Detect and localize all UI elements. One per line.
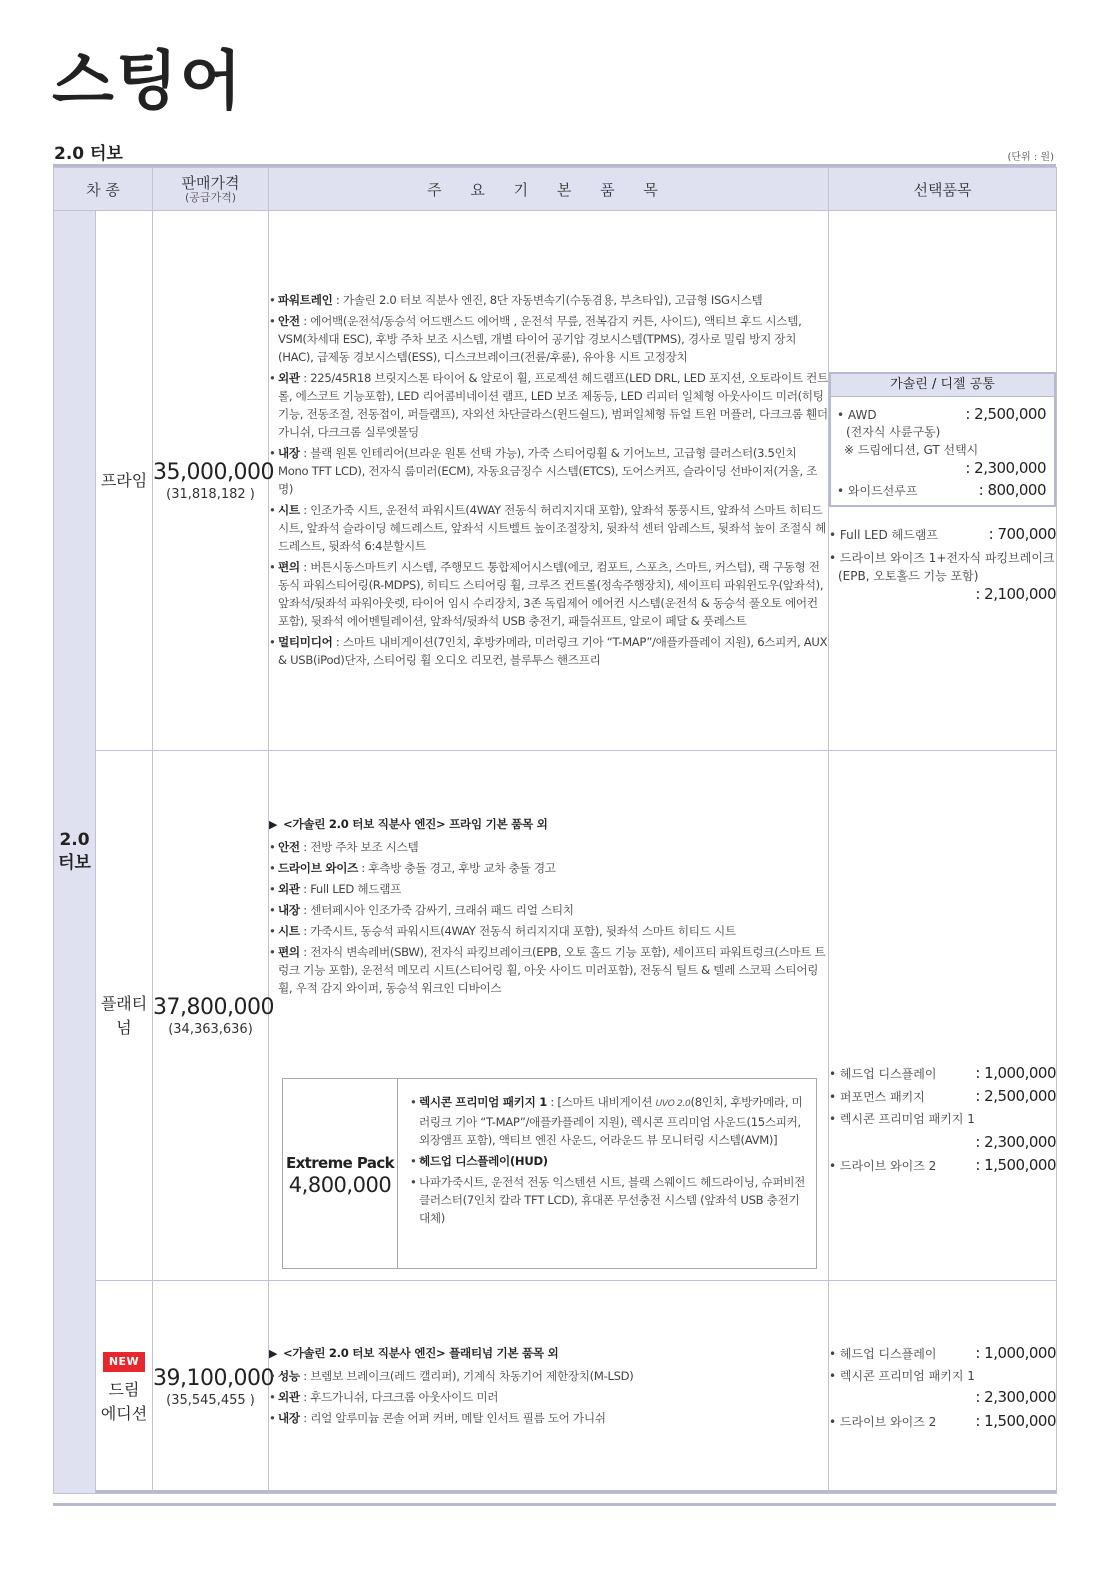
list-item: • 시트 : 인조가죽 시트, 운전석 파워시트(4WAY 전동식 허리지지대 포함), 앞좌석 통풍시트, 앞좌석 스마트 히티드 시트, 앞좌석 슬라이딩 헤드레스트, 앞좌석 시트벨트 높이조절장치, 뒷좌석 센터 암레스트, 뒷좌석 높이 조절식 헤드레스트, 뒷좌석 6:4분할시트 (269, 501, 828, 555)
table-row (54, 751, 1057, 1281)
list-item: • 외관 : Full LED 헤드램프 (269, 880, 828, 898)
list-item: • 내장 : 블랙 원톤 인테리어(브라운 원톤 선택 가능), 가죽 스티어링휠 & 기어노브, 고급형 클러스터(3.5인치 Mono TFT LCD), 전자식 룸미러(ECM), 자동요금징수 시스템(ETCS), 도어스커프, 슬라이딩 선바이저(거울, 조명) (269, 444, 828, 498)
trim-price: 39,100,000 (35,545,455 ) (153, 1281, 269, 1494)
options-cell: • 헤드업 디스플레이 : 1,000,000 • 렉시콘 프리미엄 패키지 1 : 2,300,000 • 드라이브 와이즈 2 : 1,500,000 (829, 1281, 1057, 1494)
features-cell (269, 211, 829, 751)
header-model: 차 종 (54, 168, 153, 211)
features-cell: ▶ <가솔린 2.0 터보 직분사 엔진> 플래티넘 기본 품목 외 • 성능 : 브렘보 브레이크(레드 캘리퍼), 기계식 차동기어 제한장치(M-LSD) • 외관 : 후드가니쉬, 다크크롬 아웃사이드 미러 • 내장 : 리얼 알루미늄 콘솔 어퍼 커버, 메탈 인서트 필름 도어 가니쉬 (269, 1281, 829, 1494)
list-item: • 드라이브 와이즈 : 후측방 충돌 경고, 후방 교차 충돌 경고 (269, 859, 828, 877)
page-title: 스팅어 (52, 45, 244, 119)
list-item: • 멀티미디어 : 스마트 내비게이션(7인치, 후방카메라, 미러링크 기아 “T-MAP”/애플카플레이 지원), 6스피커, AUX & USB(iPod)단자, 스티어링 휠 오디오 리모컨, 블루투스 핸즈프리 (269, 633, 828, 669)
table-row (54, 211, 1057, 751)
unit-note: (단위 : 원) (1007, 152, 1054, 163)
trim-price: 35,000,000 (31,818,182 ) (153, 211, 269, 751)
header-price: 판매가격 (공급가격) (153, 168, 269, 211)
trim-name: 플래티넘 (96, 751, 153, 1281)
options-cell: 가솔린 / 디젤 공통 • AWD : 2,500,000 (전자식 사륜구동) ※ 드림에디션, GT 선택시 : 2,300,000 • 와이드선루프 : 800,000 • Full LED 헤드램프 : 700,000 • 드라이브 와이즈 1+전자식 파킹브레이크 (EPB, 오토홀드 기능 포함) : 2,100,000 (829, 211, 1057, 751)
list-item: • 시트 : 가죽시트, 동승석 파워시트(4WAY 전동식 허리지지대 포함), 뒷좌석 스마트 히티드 시트 (269, 922, 828, 940)
header-options: 선택품목 (829, 168, 1057, 211)
table-row (54, 1281, 1057, 1494)
price-table (53, 167, 1057, 1494)
trim-name: 프라임 (96, 211, 153, 751)
list-item: • 나파가죽시트, 운전석 전동 익스텐션 시트, 블랙 스웨이드 헤드라이닝, 슈퍼비전 클러스터(7인치 칼라 TFT LCD), 휴대폰 무선충전 시스템 (앞좌석 USB 충전기 대체) (410, 1173, 808, 1227)
list-item: • 내장 : 센터페시아 인조가죽 감싸기, 크래쉬 패드 리얼 스티치 (269, 901, 828, 919)
list-item: • 성능 : 브렘보 브레이크(레드 캘리퍼), 기계식 차동기어 제한장치(M-LSD) (269, 1367, 828, 1385)
list-item: • 외관 : 225/45R18 브릿지스톤 타이어 & 알로이 휠, 프로젝션 헤드램프(LED DRL, LED 포지션, 오토라이트 컨트롤, 에스코트 기능포함), LED 리어콤비네이션 램프, LED 보조 제동등, LED 리피터 일체형 아웃사이드 미러(히팅기능, 전동조절, 전동접이, 퍼들램프), 자외선 차단글라스(윈드쉴드), 범퍼일체형 듀얼 트윈 머플러, 다크크롬 휀더가니쉬, 다크크롬 실루엣몰딩 (269, 369, 828, 441)
trim-name: NEW 드림 에디션 (96, 1281, 153, 1494)
new-badge: NEW (103, 1352, 145, 1373)
features-cell: ▶ <가솔린 2.0 터보 직분사 엔진> 프라임 기본 품목 외 • 안전 : 전방 주차 보조 시스템 • 드라이브 와이즈 : 후측방 충돌 경고, 후방 교차 충돌 경고 • 외관 : Full LED 헤드램프 • 내장 : 센터페시아 인조가죽 감싸기, 크래쉬 패드 리얼 스티치 • 시트 : 가죽시트, 동승석 파워시트(4WAY 전동식 허리지지대 포함), 뒷좌석 스마트 히티드 시트 • 편의 : 전자식 변속레버(SBW), 전자식 파킹브레이크(EPB, 오토 홀드 기능 포함), 세이프티 파워트렁크(스마트 트렁크 기능 포함), 운전석 메모리 시트(스티어링 휠, 아웃 사이드 미러포함), 전동식 틸트 & 텔레 스코픽 스티어링 휠, 우적 감지 와이퍼, 동승석 워크인 디바이스 Extreme Pack 4,800,000 • 렉시콘 프리미엄 패키지 1 : [스마트 내비게이션 UVO 2.0(8인치, 후방카메라, 미러링크 기아 “T-MAP”/애플카플레이 지원), 렉시콘 프리미엄 사운드(15스피커, 외장앰프 포함), 액티브 엔진 사운드, 어라운드 뷰 모니터링 시스템(AVM)] • 헤드업 디스플레이(HUD) • 나파가죽시트, 운전석 전동 익스텐션 시트, 블랙 스웨이드 헤드라이닝, 슈퍼비전 클러스터(7인치 칼라 TFT LCD), 휴대폰 무선충전 시스템 (앞좌석 USB 충전기 대체) (269, 751, 829, 1281)
list-item: • 내장 : 리얼 알루미늄 콘솔 어퍼 커버, 메탈 인서트 필름 도어 가니쉬 (269, 1409, 828, 1427)
list-item: • 렉시콘 프리미엄 패키지 1 : [스마트 내비게이션 UVO 2.0(8인치, 후방카메라, 미러링크 기아 “T-MAP”/애플카플레이 지원), 렉시콘 프리미엄 사운드(15스피커, 외장앰프 포함), 액티브 엔진 사운드, 어라운드 뷰 모니터링 시스템(AVM)] (410, 1093, 808, 1149)
list-item: • 파워트레인 : 가솔린 2.0 터보 직분사 엔진, 8단 자동변속기(수동겸용, 부츠타입), 고급형 ISG시스템 (269, 291, 828, 309)
options-cell: • 헤드업 디스플레이 : 1,000,000 • 퍼포먼스 패키지 : 2,500,000 • 렉시콘 프리미엄 패키지 1 : 2,300,000 • 드라이브 와이즈 2 : 1,500,000 (829, 751, 1057, 1281)
engine-group: 2.0 터보 (54, 211, 96, 1494)
list-item: • 안전 : 전방 주차 보조 시스템 (269, 838, 828, 856)
bottom-rule (53, 1503, 1056, 1506)
common-options-box: 가솔린 / 디젤 공통 • AWD : 2,500,000 (전자식 사륜구동) ※ 드림에디션, GT 선택시 : 2,300,000 • 와이드선루프 : 800,000 (829, 372, 1056, 507)
trim-price: 37,800,000 (34,363,636) (153, 751, 269, 1281)
uvo-logo: UVO 2.0 (655, 1099, 691, 1109)
list-item: • 헤드업 디스플레이(HUD) (410, 1152, 808, 1170)
list-item: • 편의 : 버튼시동스마트키 시스템, 주행모드 통합제어시스템(에코, 컴포트, 스포츠, 스마트, 커스텀), 랙 구동형 전동식 파워스티어링(R-MDPS), 히티드 스티어링 휠, 크루즈 컨트롤(정속주행장치), 세이프티 파워윈도우(앞좌석), 앞좌석/뒷좌석 파워아웃렛, 타이어 임시 수리장치, 3존 독립제어 에어컨 시스템(운전석 & 동승석 풀오토 에어컨 포함), 뒷좌석 에어벤틸레이션, 앞좌석/뒷좌석 USB 충전기, 패들쉬프트, 알로이 페달 & 풋레스트 (269, 558, 828, 630)
table-header-row (54, 168, 1057, 211)
section-subtitle: 2.0 터보 (54, 144, 123, 164)
list-item: • 외관 : 후드가니쉬, 다크크롬 아웃사이드 미러 (269, 1388, 828, 1406)
list-item: • 편의 : 전자식 변속레버(SBW), 전자식 파킹브레이크(EPB, 오토 홀드 기능 포함), 세이프티 파워트렁크(스마트 트렁크 기능 포함), 운전석 메모리 시트(스티어링 휠, 아웃 사이드 미러포함), 전동식 틸트 & 텔레 스코픽 스티어링 휠, 우적 감지 와이퍼, 동승석 워크인 디바이스 (269, 943, 828, 997)
list-item: • 안전 : 에어백(운전석/동승석 어드밴스드 에어백 , 운전석 무릎, 전복감지 커튼, 사이드), 액티브 후드 시스템, VSM(차세대 ESC), 후방 주차 보조 시스템, 개별 타이어 공기압 경보시스템(TPMS), 경사로 밀림 방지 장치(HAC), 급제동 경보시스템(ESS), 디스크브레이크(전륜/후륜), 유아용 시트 고정장치 (269, 312, 828, 366)
extreme-pack-box: Extreme Pack 4,800,000 • 렉시콘 프리미엄 패키지 1 : [스마트 내비게이션 UVO 2.0(8인치, 후방카메라, 미러링크 기아 “T-MAP”/애플카플레이 지원), 렉시콘 프리미엄 사운드(15스피커, 외장앰프 포함), 액티브 엔진 사운드, 어라운드 뷰 모니터링 시스템(AVM)] • 헤드업 디스플레이(HUD) • 나파가죽시트, 운전석 전동 익스텐션 시트, 블랙 스웨이드 헤드라이닝, 슈퍼비전 클러스터(7인치 칼라 TFT LCD), 휴대폰 무선충전 시스템 (앞좌석 USB 충전기 대체) (282, 1078, 817, 1269)
header-features: 주 요 기 본 품 목 (269, 168, 829, 211)
